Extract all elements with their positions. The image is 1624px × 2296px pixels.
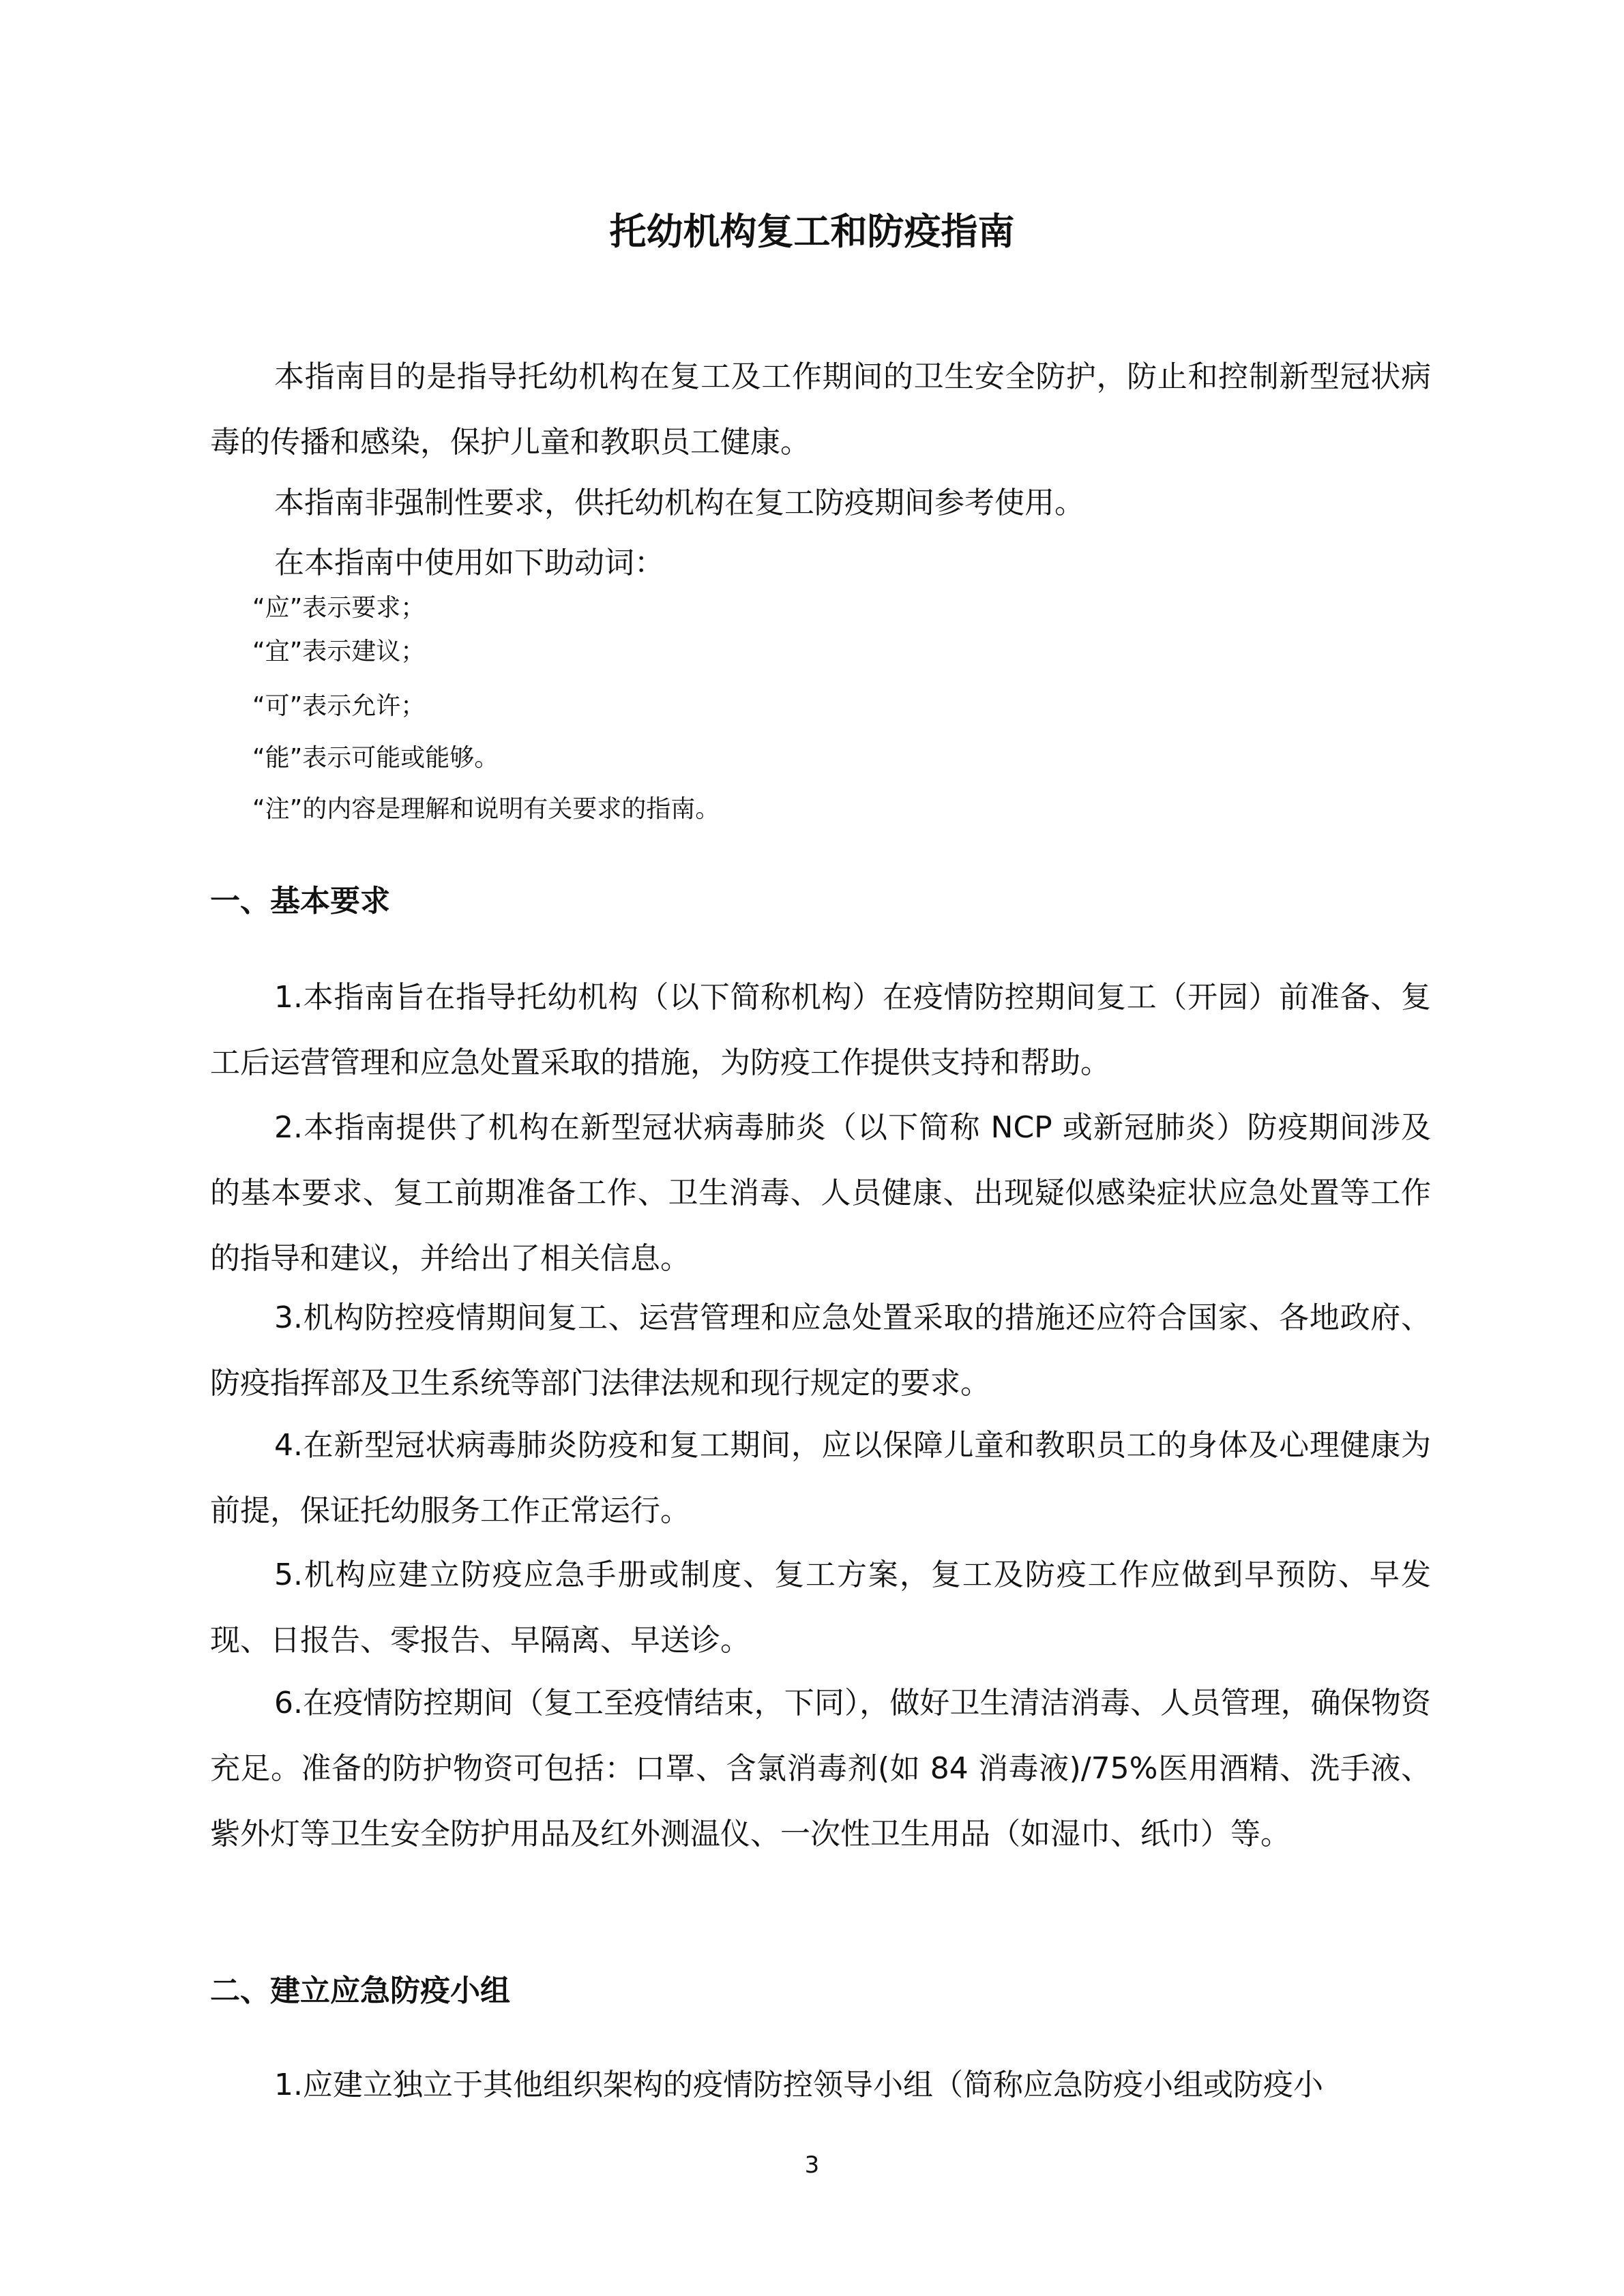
section-heading-basic-requirements: 一、基本要求 bbox=[210, 884, 390, 919]
section-heading-emergency-team: 二、建立应急防疫小组 bbox=[210, 1973, 510, 2008]
intro-paragraph-purpose: 本指南目的是指导托幼机构在复工及工作期间的卫生安全防护，防止和控制新型冠状病毒的传播和感染，保护儿童和教职员工健康。 bbox=[210, 359, 1431, 460]
definition-zhu: “注”的内容是理解和说明有关要求的指南。 bbox=[252, 795, 720, 823]
section1-paragraph-4: 4.在新型冠状病毒肺炎防疫和复工期间，应以保障儿童和教职员工的身体及心理健康为前提，保证托幼服务工作正常运行。 bbox=[210, 1428, 1431, 1528]
section1-paragraph-2: 2.本指南提供了机构在新型冠状病毒肺炎（以下简称 NCP 或新冠肺炎）防疫期间涉及的基本要求、复工前期准备工作、卫生消毒、人员健康、出现疑似感染症状应急处置等工作的指导和建议，并给出了相关信息。 bbox=[210, 1110, 1431, 1276]
section2-paragraph-1: 1.应建立独立于其他组织架构的疫情防控领导小组（简称应急防疫小组或防疫小 bbox=[274, 2068, 1323, 2102]
definition-ke: “可”表示允许； bbox=[252, 692, 426, 720]
intro-paragraph-nonmandatory: 本指南非强制性要求，供托幼机构在复工防疫期间参考使用。 bbox=[274, 486, 1084, 520]
section1-paragraph-1: 1.本指南旨在指导托幼机构（以下简称机构）在疫情防控期间复工（开园）前准备、复工后运营管理和应急处置采取的措施，为防疫工作提供支持和帮助。 bbox=[210, 980, 1431, 1080]
section1-paragraph-5: 5.机构应建立防疫应急手册或制度、复工方案，复工及防疫工作应做到早预防、早发现、日报告、零报告、早隔离、早送诊。 bbox=[210, 1557, 1431, 1658]
page-number: 3 bbox=[804, 2151, 820, 2179]
intro-paragraph-auxiliary-verbs: 在本指南中使用如下助动词： bbox=[274, 546, 664, 580]
definition-ying: “应”表示要求； bbox=[252, 594, 426, 622]
document-title: 托幼机构复工和防疫指南 bbox=[609, 210, 1015, 253]
definition-yi: “宜”表示建议； bbox=[252, 638, 426, 666]
section1-paragraph-6: 6.在疫情防控期间（复工至疫情结束，下同），做好卫生清洁消毒、人员管理，确保物资充足。准备的防护物资可包括：口罩、含氯消毒剂(如 84 消毒液)/75%医用酒精、洗手液、紫外灯等卫生安全防护用品及红外测温仪、一次性卫生用品（如湿巾、纸巾）等。 bbox=[210, 1686, 1431, 1851]
definition-neng: “能”表示可能或能够。 bbox=[252, 744, 499, 772]
section1-paragraph-3: 3.机构防控疫情期间复工、运营管理和应急处置采取的措施还应符合国家、各地政府、防疫指挥部及卫生系统等部门法律法规和现行规定的要求。 bbox=[210, 1300, 1431, 1401]
